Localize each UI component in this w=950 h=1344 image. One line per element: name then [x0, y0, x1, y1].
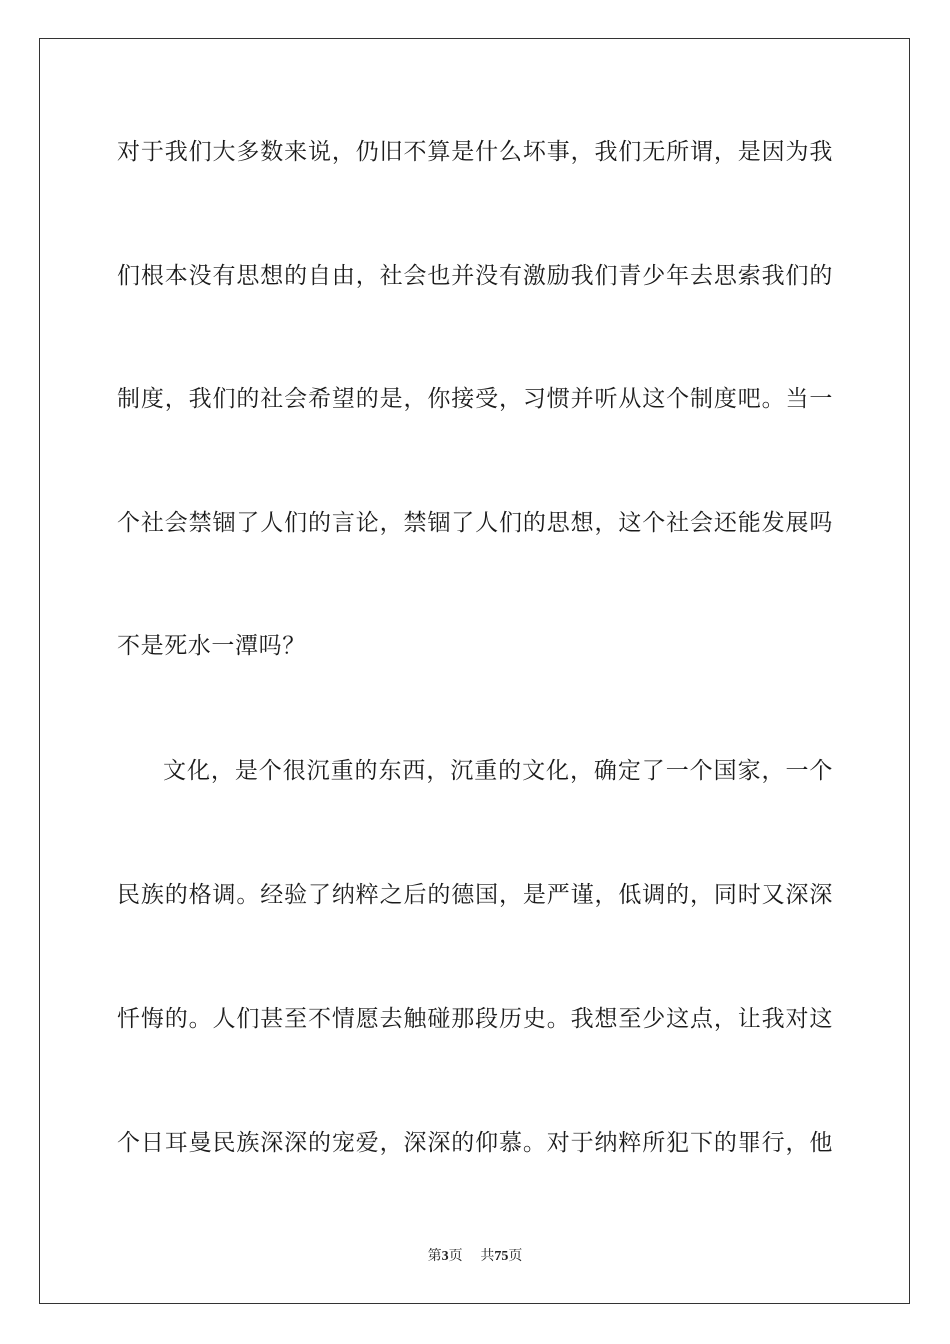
page-footer [0, 1246, 950, 1267]
paragraph-line: 民族的格调。经验了纳粹之后的德国，是严谨，低调的，同时又深深 [117, 882, 833, 908]
paragraph-line: 们根本没有思想的自由，社会也并没有激励我们青少年去思索我们的 [117, 263, 833, 289]
total-suffix: 页 [508, 1248, 523, 1264]
page-border [39, 38, 910, 1304]
page-prefix: 第 [427, 1248, 442, 1264]
paragraph-line: 个日耳曼民族深深的宠爱，深深的仰慕。对于纳粹所犯下的罪行，他 [117, 1130, 833, 1156]
paragraph-line: 制度，我们的社会希望的是，你接受，习惯并听从这个制度吧。当一 [117, 386, 833, 412]
paragraph-line: 不是死水一潭吗？ [117, 633, 306, 659]
paragraph-line: 个社会禁锢了人们的言论，禁锢了人们的思想，这个社会还能发展吗 [117, 510, 833, 536]
total-pages: 75 [494, 1249, 509, 1264]
total-prefix: 共 [480, 1248, 495, 1264]
paragraph-line: 文化，是个很沉重的东西，沉重的文化，确定了一个国家，一个 [163, 758, 833, 784]
page-suffix: 页 [448, 1248, 463, 1264]
page-number: 3 [441, 1249, 449, 1264]
paragraph-line: 对于我们大多数来说，仍旧不算是什么坏事，我们无所谓，是因为我 [117, 139, 833, 165]
paragraph-line: 忏悔的。人们甚至不情愿去触碰那段历史。我想至少这点，让我对这 [117, 1006, 833, 1032]
